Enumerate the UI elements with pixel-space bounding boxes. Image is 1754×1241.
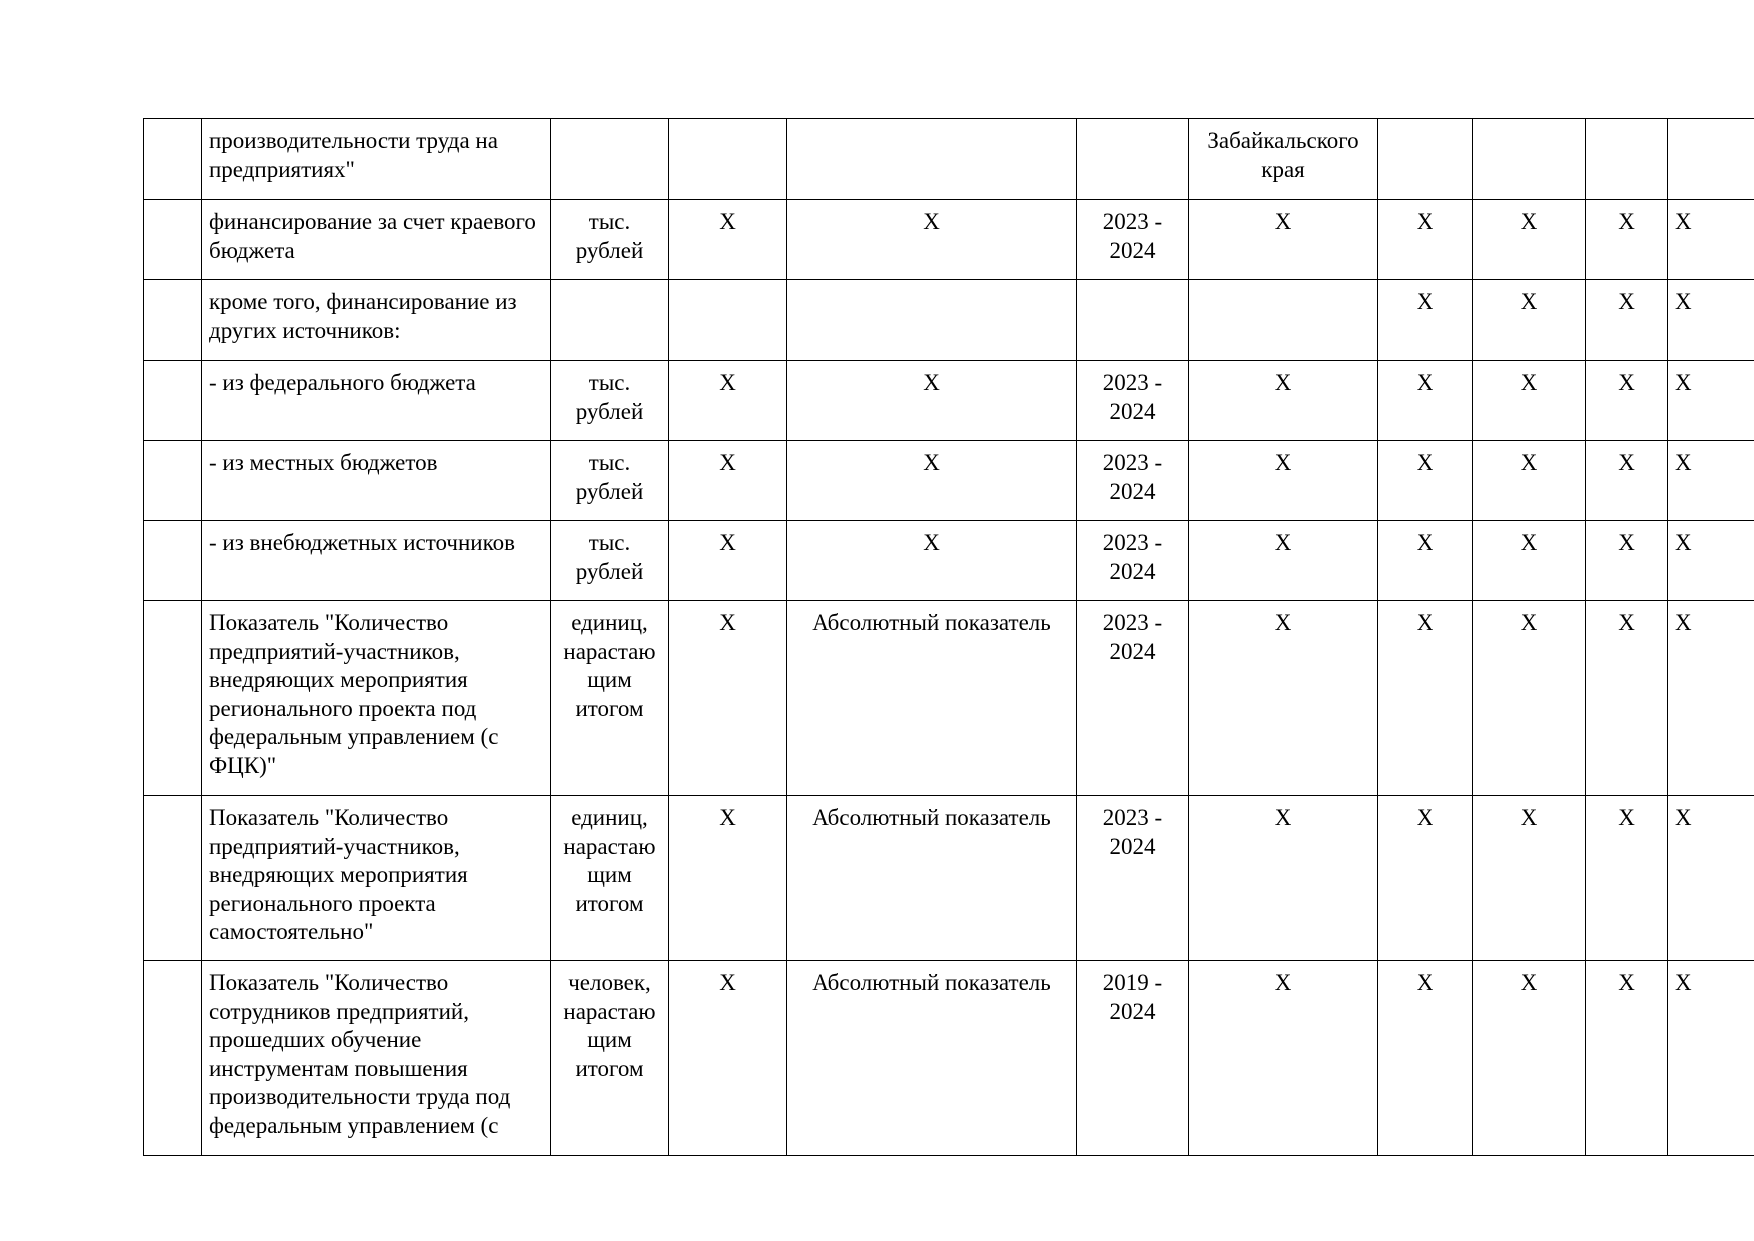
value-cell: Х bbox=[669, 200, 787, 280]
value-cell bbox=[669, 280, 787, 361]
value-cell: Х bbox=[1473, 441, 1586, 521]
value-cell: Х bbox=[669, 441, 787, 521]
unit-cell: тыс. рублей bbox=[551, 441, 669, 521]
responsible-cell: Забайкальского края bbox=[1189, 119, 1378, 200]
period-cell: 2023 - 2024 bbox=[1077, 361, 1189, 441]
value-cell: Х bbox=[1668, 961, 1754, 1156]
method-cell: Абсолютный показатель bbox=[787, 796, 1077, 961]
value-cell: Х bbox=[669, 961, 787, 1156]
method-cell: Х bbox=[787, 200, 1077, 280]
period-cell: 2023 - 2024 bbox=[1077, 200, 1189, 280]
table-row bbox=[144, 601, 1754, 796]
value-cell: Х bbox=[1668, 521, 1754, 601]
name-cell: производительности труда на предприятиях" bbox=[202, 119, 551, 200]
unit-cell bbox=[551, 280, 669, 361]
row-number-cell bbox=[144, 601, 202, 796]
unit-cell: тыс. рублей bbox=[551, 200, 669, 280]
value-cell: Х bbox=[1586, 796, 1668, 961]
responsible-cell: Х bbox=[1189, 521, 1378, 601]
row-number-cell bbox=[144, 961, 202, 1156]
value-cell: Х bbox=[1473, 280, 1586, 361]
table-row bbox=[144, 441, 1754, 521]
period-cell: 2023 - 2024 bbox=[1077, 796, 1189, 961]
value-cell: Х bbox=[1586, 280, 1668, 361]
method-cell: Х bbox=[787, 521, 1077, 601]
value-cell bbox=[1668, 119, 1754, 200]
value-cell bbox=[669, 119, 787, 200]
name-cell: - из внебюджетных источников bbox=[202, 521, 551, 601]
value-cell: Х bbox=[1586, 521, 1668, 601]
period-cell: 2023 - 2024 bbox=[1077, 601, 1189, 796]
value-cell bbox=[1378, 119, 1473, 200]
table-row bbox=[144, 280, 1754, 361]
unit-cell: единиц, нарастаю щим итогом bbox=[551, 601, 669, 796]
unit-cell: тыс. рублей bbox=[551, 521, 669, 601]
method-cell: Абсолютный показатель bbox=[787, 601, 1077, 796]
value-cell: Х bbox=[1473, 961, 1586, 1156]
name-cell: Показатель "Количество сотрудников предприятий, прошедших обучение инструментам повышения производительности труда под федеральным управлением (с bbox=[202, 961, 551, 1156]
table-row bbox=[144, 521, 1754, 601]
value-cell: Х bbox=[1378, 601, 1473, 796]
value-cell: Х bbox=[669, 601, 787, 796]
table-row bbox=[144, 796, 1754, 961]
responsible-cell: Х bbox=[1189, 361, 1378, 441]
value-cell: Х bbox=[1378, 280, 1473, 361]
row-number-cell bbox=[144, 441, 202, 521]
value-cell: Х bbox=[1668, 601, 1754, 796]
name-cell: кроме того, финансирование из других источников: bbox=[202, 280, 551, 361]
value-cell: Х bbox=[669, 361, 787, 441]
value-cell: Х bbox=[1668, 441, 1754, 521]
method-cell: Х bbox=[787, 441, 1077, 521]
period-cell bbox=[1077, 119, 1189, 200]
name-cell: Показатель "Количество предприятий-участников, внедряющих мероприятия регионального проекта самостоятельно" bbox=[202, 796, 551, 961]
period-cell: 2023 - 2024 bbox=[1077, 441, 1189, 521]
program-table bbox=[143, 118, 1754, 1156]
row-number-cell bbox=[144, 361, 202, 441]
row-number-cell bbox=[144, 796, 202, 961]
unit-cell: человек, нарастаю щим итогом bbox=[551, 961, 669, 1156]
responsible-cell: Х bbox=[1189, 601, 1378, 796]
value-cell: Х bbox=[669, 521, 787, 601]
responsible-cell: Х bbox=[1189, 796, 1378, 961]
value-cell: Х bbox=[669, 796, 787, 961]
unit-cell: единиц, нарастаю щим итогом bbox=[551, 796, 669, 961]
unit-cell bbox=[551, 119, 669, 200]
value-cell: Х bbox=[1378, 961, 1473, 1156]
unit-cell: тыс. рублей bbox=[551, 361, 669, 441]
value-cell bbox=[1473, 119, 1586, 200]
row-number-cell bbox=[144, 280, 202, 361]
value-cell: Х bbox=[1668, 200, 1754, 280]
name-cell: - из местных бюджетов bbox=[202, 441, 551, 521]
value-cell: Х bbox=[1586, 961, 1668, 1156]
period-cell: 2023 - 2024 bbox=[1077, 521, 1189, 601]
value-cell: Х bbox=[1473, 796, 1586, 961]
value-cell: Х bbox=[1586, 601, 1668, 796]
value-cell: Х bbox=[1473, 200, 1586, 280]
value-cell: Х bbox=[1473, 521, 1586, 601]
method-cell: Абсолютный показатель bbox=[787, 961, 1077, 1156]
row-number-cell bbox=[144, 119, 202, 200]
period-cell: 2019 - 2024 bbox=[1077, 961, 1189, 1156]
value-cell: Х bbox=[1586, 361, 1668, 441]
name-cell: Показатель "Количество предприятий-участников, внедряющих мероприятия регионального проекта под федеральным управлением (с ФЦК)" bbox=[202, 601, 551, 796]
name-cell: - из федерального бюджета bbox=[202, 361, 551, 441]
value-cell: Х bbox=[1668, 361, 1754, 441]
responsible-cell: Х bbox=[1189, 441, 1378, 521]
value-cell: Х bbox=[1586, 200, 1668, 280]
table-row bbox=[144, 119, 1754, 200]
table-row bbox=[144, 961, 1754, 1156]
value-cell: Х bbox=[1378, 441, 1473, 521]
row-number-cell bbox=[144, 521, 202, 601]
value-cell: Х bbox=[1473, 601, 1586, 796]
method-cell bbox=[787, 119, 1077, 200]
value-cell: Х bbox=[1668, 280, 1754, 361]
value-cell: Х bbox=[1378, 521, 1473, 601]
method-cell: Х bbox=[787, 361, 1077, 441]
table-row bbox=[144, 200, 1754, 280]
period-cell bbox=[1077, 280, 1189, 361]
responsible-cell bbox=[1189, 280, 1378, 361]
name-cell: финансирование за счет краевого бюджета bbox=[202, 200, 551, 280]
method-cell bbox=[787, 280, 1077, 361]
value-cell: Х bbox=[1668, 796, 1754, 961]
value-cell: Х bbox=[1378, 361, 1473, 441]
table-row bbox=[144, 361, 1754, 441]
responsible-cell: Х bbox=[1189, 961, 1378, 1156]
value-cell: Х bbox=[1473, 361, 1586, 441]
responsible-cell: Х bbox=[1189, 200, 1378, 280]
value-cell bbox=[1586, 119, 1668, 200]
value-cell: Х bbox=[1378, 200, 1473, 280]
row-number-cell bbox=[144, 200, 202, 280]
value-cell: Х bbox=[1586, 441, 1668, 521]
value-cell: Х bbox=[1378, 796, 1473, 961]
